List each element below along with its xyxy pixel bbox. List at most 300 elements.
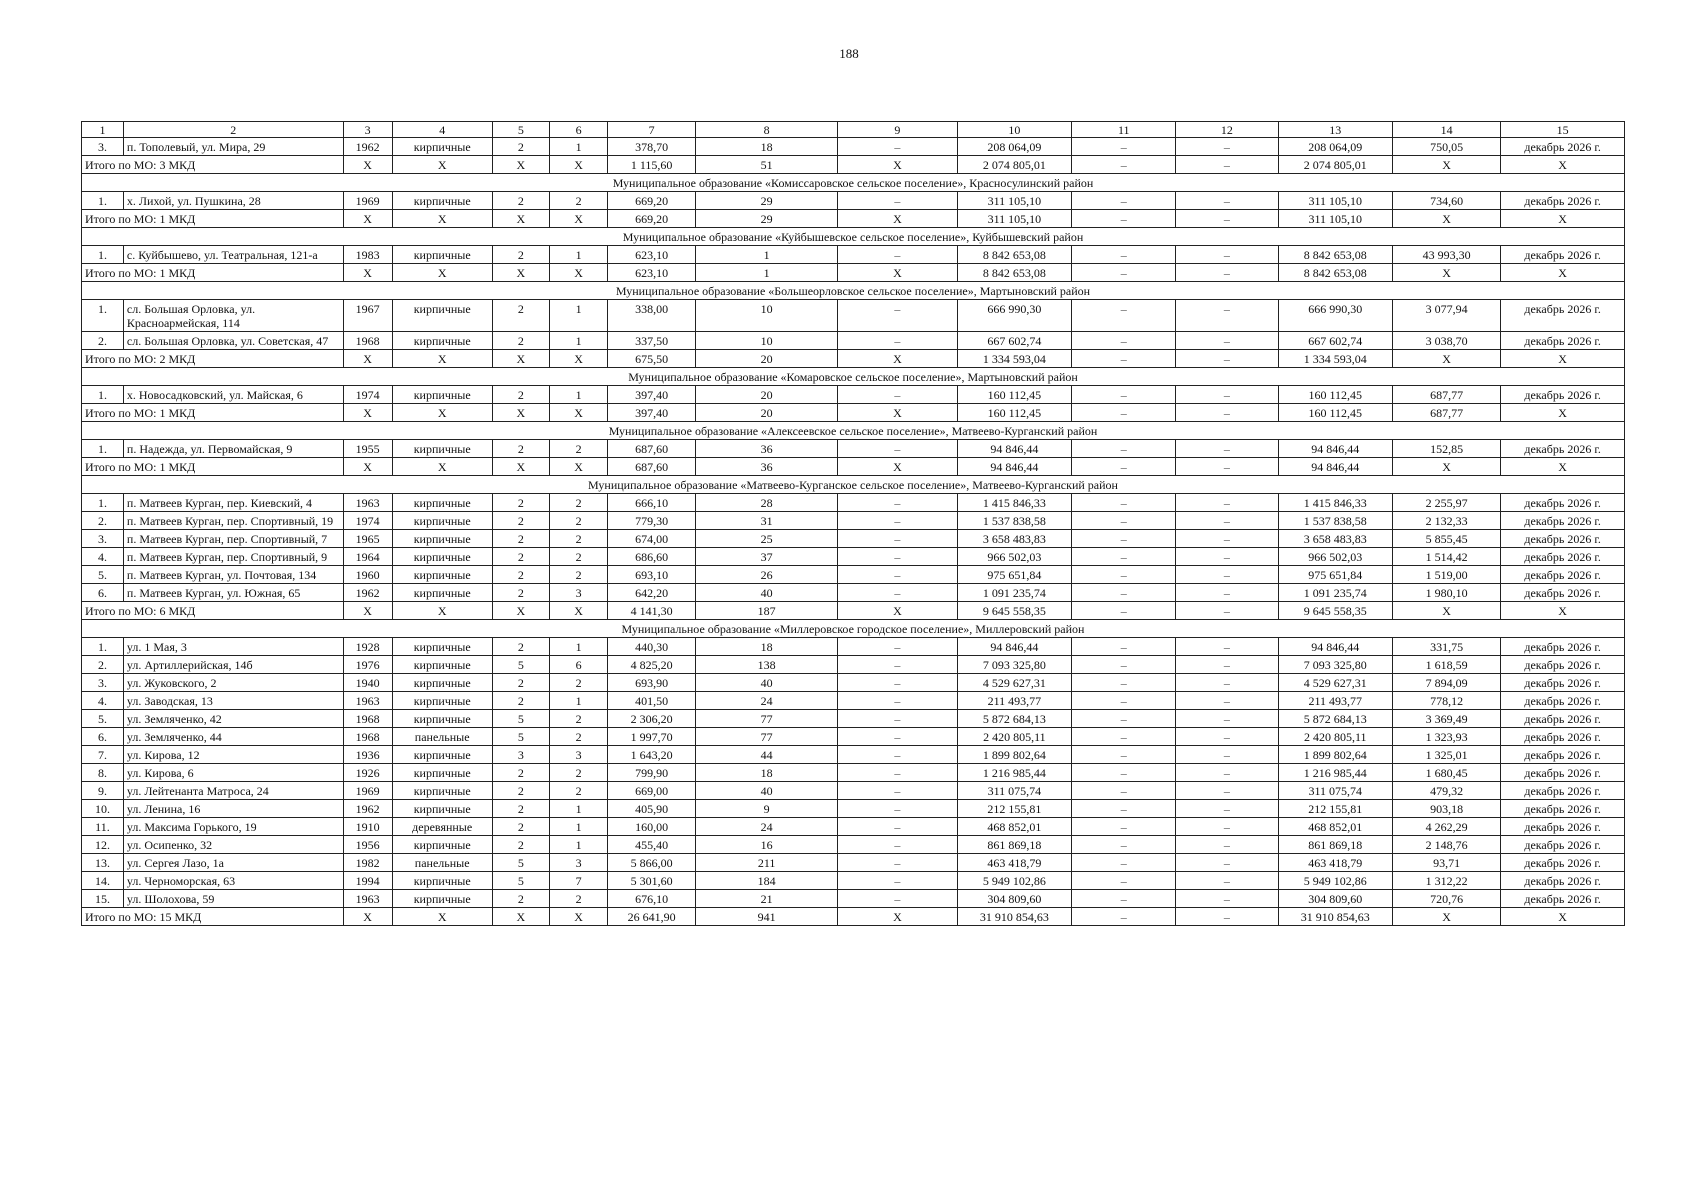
table-cell: кирпичные	[392, 530, 492, 548]
municipality-title: Муниципальное образование «Матвеево-Курганское сельское поселение», Матвеево-Курганский район	[82, 476, 1625, 494]
table-cell: 2	[492, 890, 549, 908]
table-cell: 1936	[343, 746, 392, 764]
table-cell: 5	[492, 710, 549, 728]
table-cell: 1.	[82, 300, 124, 332]
table-cell: –	[838, 192, 958, 210]
table-cell: –	[1072, 386, 1176, 404]
table-cell: 1	[549, 300, 607, 332]
table-cell: 138	[696, 656, 838, 674]
table-cell: 1.	[82, 246, 124, 264]
table-cell: 2	[549, 782, 607, 800]
table-cell: 468 852,01	[957, 818, 1071, 836]
table-cell: –	[838, 728, 958, 746]
total-cell: Х	[492, 156, 549, 174]
column-number-header: 14	[1392, 122, 1500, 138]
total-cell: 941	[696, 908, 838, 926]
table-cell: 2	[549, 440, 607, 458]
table-cell: 4 529 627,31	[957, 674, 1071, 692]
table-cell: 975 651,84	[957, 566, 1071, 584]
municipality-heading-row	[82, 228, 1625, 246]
table-cell: 3	[549, 854, 607, 872]
table-cell: –	[1176, 836, 1278, 854]
table-cell: 1	[549, 692, 607, 710]
table-cell: 94 846,44	[1278, 638, 1392, 656]
table-cell: кирпичные	[392, 566, 492, 584]
table-cell: –	[1176, 782, 1278, 800]
total-cell: 1 115,60	[608, 156, 696, 174]
table-cell: 778,12	[1392, 692, 1500, 710]
table-cell: декабрь 2026 г.	[1501, 782, 1625, 800]
table-cell: 160,00	[608, 818, 696, 836]
table-cell: –	[1176, 584, 1278, 602]
total-cell: Х	[392, 908, 492, 926]
total-cell: Х	[492, 602, 549, 620]
column-number-header: 3	[343, 122, 392, 138]
table-cell: 1 537 838,58	[957, 512, 1071, 530]
total-cell: Х	[838, 156, 958, 174]
total-cell: Х	[1501, 404, 1625, 422]
table-cell: –	[1176, 332, 1278, 350]
total-cell: Х	[343, 264, 392, 282]
table-cell: 11.	[82, 818, 124, 836]
table-cell: –	[1072, 782, 1176, 800]
table-cell: 10	[696, 332, 838, 350]
table-cell: кирпичные	[392, 440, 492, 458]
total-cell: Х	[549, 602, 607, 620]
table-cell: декабрь 2026 г.	[1501, 800, 1625, 818]
table-cell: 687,77	[1392, 386, 1500, 404]
table-cell: 975 651,84	[1278, 566, 1392, 584]
table-cell: –	[1176, 566, 1278, 584]
table-cell: 2	[492, 494, 549, 512]
total-cell: 1	[696, 264, 838, 282]
table-row	[82, 512, 1625, 530]
table-cell: 160 112,45	[1278, 386, 1392, 404]
table-cell: 779,30	[608, 512, 696, 530]
table-cell: 693,10	[608, 566, 696, 584]
table-cell: 5 872 684,13	[957, 710, 1071, 728]
table-cell: 666,10	[608, 494, 696, 512]
table-cell: –	[1072, 854, 1176, 872]
column-number-header: 1	[82, 122, 124, 138]
table-cell: 311 105,10	[1278, 192, 1392, 210]
total-cell: –	[1072, 404, 1176, 422]
table-row	[82, 138, 1625, 156]
table-cell: декабрь 2026 г.	[1501, 192, 1625, 210]
table-cell: –	[1072, 192, 1176, 210]
table-row	[82, 854, 1625, 872]
table-cell: 6.	[82, 584, 124, 602]
total-cell: Х	[838, 350, 958, 368]
table-cell: 623,10	[608, 246, 696, 264]
table-cell: –	[1072, 566, 1176, 584]
table-row	[82, 818, 1625, 836]
total-cell: Х	[549, 210, 607, 228]
table-cell: –	[1176, 440, 1278, 458]
table-cell: –	[838, 746, 958, 764]
table-cell: кирпичные	[392, 192, 492, 210]
table-cell: 211 493,77	[1278, 692, 1392, 710]
table-cell: 1963	[343, 494, 392, 512]
table-cell: –	[1072, 692, 1176, 710]
table-cell: 36	[696, 440, 838, 458]
table-cell: –	[1176, 800, 1278, 818]
table-cell: 693,90	[608, 674, 696, 692]
table-cell: 861 869,18	[957, 836, 1071, 854]
total-cell: Х	[343, 908, 392, 926]
total-cell: 9 645 558,35	[957, 602, 1071, 620]
table-cell: –	[1176, 530, 1278, 548]
table-cell: –	[1072, 494, 1176, 512]
total-cell: Х	[838, 908, 958, 926]
table-cell: –	[1176, 656, 1278, 674]
total-cell: 623,10	[608, 264, 696, 282]
total-cell: 2 074 805,01	[1278, 156, 1392, 174]
table-cell: 14.	[82, 872, 124, 890]
table-cell: кирпичные	[392, 674, 492, 692]
table-cell: –	[838, 854, 958, 872]
table-cell: 401,50	[608, 692, 696, 710]
municipality-title: Муниципальное образование «Комаровское сельское поселение», Мартыновский район	[82, 368, 1625, 386]
total-cell: Х	[492, 350, 549, 368]
address-cell: п. Матвеев Курган, пер. Спортивный, 9	[123, 548, 343, 566]
total-cell: 1 334 593,04	[1278, 350, 1392, 368]
total-cell: 4 141,30	[608, 602, 696, 620]
total-label: Итого по МО: 15 МКД	[82, 908, 344, 926]
table-cell: –	[1176, 746, 1278, 764]
table-cell: 2	[492, 386, 549, 404]
address-cell: ул. 1 Мая, 3	[123, 638, 343, 656]
table-cell: –	[1176, 138, 1278, 156]
table-cell: 1 519,00	[1392, 566, 1500, 584]
total-cell: Х	[343, 602, 392, 620]
table-cell: декабрь 2026 г.	[1501, 512, 1625, 530]
table-row	[82, 332, 1625, 350]
table-cell: декабрь 2026 г.	[1501, 246, 1625, 264]
total-cell: Х	[549, 350, 607, 368]
table-cell: 8 842 653,08	[957, 246, 1071, 264]
table-cell: 1983	[343, 246, 392, 264]
table-cell: –	[1176, 890, 1278, 908]
table-row	[82, 872, 1625, 890]
table-cell: –	[1072, 674, 1176, 692]
table-cell: 667 602,74	[957, 332, 1071, 350]
table-cell: 455,40	[608, 836, 696, 854]
total-cell: –	[1072, 458, 1176, 476]
total-cell: 687,77	[1392, 404, 1500, 422]
total-cell: –	[1072, 908, 1176, 926]
table-cell: 5 866,00	[608, 854, 696, 872]
table-cell: кирпичные	[392, 494, 492, 512]
table-row	[82, 548, 1625, 566]
table-cell: 1963	[343, 890, 392, 908]
total-row	[82, 210, 1625, 228]
table-cell: 1.	[82, 638, 124, 656]
table-cell: 2 132,33	[1392, 512, 1500, 530]
table-cell: декабрь 2026 г.	[1501, 746, 1625, 764]
table-cell: 3 077,94	[1392, 300, 1500, 332]
table-cell: 720,76	[1392, 890, 1500, 908]
table-cell: 2	[492, 300, 549, 332]
table-cell: 1968	[343, 332, 392, 350]
table-cell: 5.	[82, 710, 124, 728]
address-cell: х. Новосадковский, ул. Майская, 6	[123, 386, 343, 404]
table-cell: 8 842 653,08	[1278, 246, 1392, 264]
table-cell: 1969	[343, 192, 392, 210]
table-cell: 2	[549, 674, 607, 692]
table-cell: 94 846,44	[1278, 440, 1392, 458]
table-cell: 211	[696, 854, 838, 872]
municipality-title: Муниципальное образование «Миллеровское городское поселение», Миллеровский район	[82, 620, 1625, 638]
column-number-header: 5	[492, 122, 549, 138]
total-cell: Х	[343, 404, 392, 422]
table-cell: 1964	[343, 548, 392, 566]
table-cell: 152,85	[1392, 440, 1500, 458]
table-row	[82, 300, 1625, 332]
table-cell: кирпичные	[392, 890, 492, 908]
table-cell: 479,32	[1392, 782, 1500, 800]
table-cell: –	[838, 548, 958, 566]
table-cell: 16	[696, 836, 838, 854]
table-cell: декабрь 2026 г.	[1501, 728, 1625, 746]
total-cell: Х	[1392, 908, 1500, 926]
table-cell: 1.	[82, 192, 124, 210]
total-cell: 8 842 653,08	[957, 264, 1071, 282]
table-cell: 93,71	[1392, 854, 1500, 872]
table-cell: 337,50	[608, 332, 696, 350]
table-cell: 687,60	[608, 440, 696, 458]
table-cell: 3.	[82, 674, 124, 692]
table-cell: –	[838, 246, 958, 264]
table-cell: декабрь 2026 г.	[1501, 530, 1625, 548]
table-cell: –	[1176, 728, 1278, 746]
table-row	[82, 890, 1625, 908]
address-cell: п. Матвеев Курган, ул. Южная, 65	[123, 584, 343, 602]
table-cell: 6	[549, 656, 607, 674]
table-cell: 311 075,74	[1278, 782, 1392, 800]
table-cell: кирпичные	[392, 836, 492, 854]
table-cell: 3	[492, 746, 549, 764]
total-cell: Х	[549, 908, 607, 926]
column-number-header: 6	[549, 122, 607, 138]
table-cell: 24	[696, 818, 838, 836]
table-cell: 8.	[82, 764, 124, 782]
column-number-header: 8	[696, 122, 838, 138]
address-cell: х. Лихой, ул. Пушкина, 28	[123, 192, 343, 210]
table-cell: 1	[549, 836, 607, 854]
total-cell: Х	[1392, 350, 1500, 368]
address-cell: п. Надежда, ул. Первомайская, 9	[123, 440, 343, 458]
table-cell: декабрь 2026 г.	[1501, 440, 1625, 458]
table-cell: 1 899 802,64	[957, 746, 1071, 764]
table-cell: 5.	[82, 566, 124, 584]
table-cell: 440,30	[608, 638, 696, 656]
table-cell: 2 148,76	[1392, 836, 1500, 854]
table-cell: 1	[549, 818, 607, 836]
column-number-header: 13	[1278, 122, 1392, 138]
table-cell: 43 993,30	[1392, 246, 1500, 264]
table-cell: 3.	[82, 138, 124, 156]
total-cell: 20	[696, 404, 838, 422]
table-cell: кирпичные	[392, 548, 492, 566]
total-cell: 51	[696, 156, 838, 174]
table-cell: 674,00	[608, 530, 696, 548]
total-cell: –	[1176, 350, 1278, 368]
column-number-header: 4	[392, 122, 492, 138]
table-cell: –	[1176, 548, 1278, 566]
table-cell: –	[1072, 584, 1176, 602]
table-cell: –	[1176, 710, 1278, 728]
table-cell: 160 112,45	[957, 386, 1071, 404]
table-cell: –	[1176, 638, 1278, 656]
table-cell: –	[1072, 728, 1176, 746]
table-cell: кирпичные	[392, 584, 492, 602]
table-cell: –	[1072, 764, 1176, 782]
address-cell: ул. Лейтенанта Матроса, 24	[123, 782, 343, 800]
address-cell: ул. Черноморская, 63	[123, 872, 343, 890]
table-cell: 2 306,20	[608, 710, 696, 728]
table-cell: декабрь 2026 г.	[1501, 764, 1625, 782]
table-cell: декабрь 2026 г.	[1501, 836, 1625, 854]
table-cell: 212 155,81	[1278, 800, 1392, 818]
total-cell: 675,50	[608, 350, 696, 368]
total-row	[82, 264, 1625, 282]
total-cell: Х	[1501, 458, 1625, 476]
table-cell: 26	[696, 566, 838, 584]
table-cell: 304 809,60	[1278, 890, 1392, 908]
total-cell: Х	[492, 404, 549, 422]
table-cell: 40	[696, 584, 838, 602]
total-cell: Х	[1501, 156, 1625, 174]
municipality-title: Муниципальное образование «Куйбышевское сельское поселение», Куйбышевский район	[82, 228, 1625, 246]
table-cell: 4 825,20	[608, 656, 696, 674]
total-cell: 31 910 854,63	[1278, 908, 1392, 926]
table-cell: –	[1176, 854, 1278, 872]
total-cell: Х	[492, 458, 549, 476]
table-row	[82, 530, 1625, 548]
table-cell: –	[838, 138, 958, 156]
table-cell: 1976	[343, 656, 392, 674]
total-cell: Х	[549, 458, 607, 476]
total-label: Итого по МО: 1 МКД	[82, 458, 344, 476]
table-cell: 2	[549, 566, 607, 584]
table-cell: 5	[492, 728, 549, 746]
table-cell: –	[1176, 818, 1278, 836]
address-cell: ул. Осипенко, 32	[123, 836, 343, 854]
table-cell: –	[838, 386, 958, 404]
table-cell: 1926	[343, 764, 392, 782]
table-cell: 21	[696, 890, 838, 908]
table-cell: 4.	[82, 548, 124, 566]
table-cell: 77	[696, 728, 838, 746]
table-cell: –	[838, 818, 958, 836]
total-cell: Х	[549, 404, 607, 422]
table-cell: 311 105,10	[957, 192, 1071, 210]
total-cell: Х	[1392, 458, 1500, 476]
table-cell: 1.	[82, 494, 124, 512]
table-cell: –	[838, 890, 958, 908]
table-cell: –	[1072, 512, 1176, 530]
table-cell: –	[1072, 246, 1176, 264]
total-cell: –	[1072, 350, 1176, 368]
total-row	[82, 404, 1625, 422]
total-cell: Х	[838, 602, 958, 620]
total-cell: Х	[392, 210, 492, 228]
table-cell: кирпичные	[392, 782, 492, 800]
total-cell: –	[1072, 210, 1176, 228]
table-cell: кирпичные	[392, 656, 492, 674]
table-cell: 211 493,77	[957, 692, 1071, 710]
table-cell: 1962	[343, 800, 392, 818]
table-cell: 31	[696, 512, 838, 530]
address-cell: ул. Заводская, 13	[123, 692, 343, 710]
total-cell: –	[1072, 264, 1176, 282]
table-cell: 1 216 985,44	[1278, 764, 1392, 782]
table-cell: 5 949 102,86	[957, 872, 1071, 890]
table-cell: –	[838, 692, 958, 710]
table-cell: 44	[696, 746, 838, 764]
table-cell: –	[1072, 332, 1176, 350]
total-label: Итого по МО: 3 МКД	[82, 156, 344, 174]
table-cell: 338,00	[608, 300, 696, 332]
total-cell: Х	[392, 156, 492, 174]
table-cell: 3 658 483,83	[957, 530, 1071, 548]
table-cell: 212 155,81	[957, 800, 1071, 818]
table-cell: 378,70	[608, 138, 696, 156]
table-cell: 1 537 838,58	[1278, 512, 1392, 530]
total-cell: Х	[838, 458, 958, 476]
total-cell: Х	[492, 210, 549, 228]
table-cell: 405,90	[608, 800, 696, 818]
municipality-title: Муниципальное образование «Большеорловское сельское поселение», Мартыновский район	[82, 282, 1625, 300]
table-cell: 6.	[82, 728, 124, 746]
address-cell: сл. Большая Орловка, ул. Советская, 47	[123, 332, 343, 350]
table-cell: –	[838, 440, 958, 458]
table-cell: кирпичные	[392, 332, 492, 350]
municipality-heading-row	[82, 620, 1625, 638]
table-cell: декабрь 2026 г.	[1501, 494, 1625, 512]
address-cell: ул. Кирова, 6	[123, 764, 343, 782]
table-cell: 1	[549, 800, 607, 818]
column-number-header: 12	[1176, 122, 1278, 138]
total-cell: –	[1176, 404, 1278, 422]
housing-registry-table	[81, 121, 1625, 926]
table-cell: 2.	[82, 332, 124, 350]
table-cell: 2 420 805,11	[957, 728, 1071, 746]
table-cell: 1 980,10	[1392, 584, 1500, 602]
table-cell: 1 091 235,74	[957, 584, 1071, 602]
total-cell: Х	[1501, 350, 1625, 368]
table-cell: 1962	[343, 138, 392, 156]
total-cell: 687,60	[608, 458, 696, 476]
table-cell: 94 846,44	[957, 440, 1071, 458]
table-cell: 40	[696, 674, 838, 692]
table-cell: –	[1176, 494, 1278, 512]
table-cell: 1910	[343, 818, 392, 836]
municipality-heading-row	[82, 422, 1625, 440]
table-cell: –	[838, 710, 958, 728]
table-cell: 3	[549, 746, 607, 764]
address-cell: ул. Максима Горького, 19	[123, 818, 343, 836]
total-cell: 187	[696, 602, 838, 620]
table-cell: 966 502,03	[957, 548, 1071, 566]
table-cell: декабрь 2026 г.	[1501, 138, 1625, 156]
table-cell: 3	[549, 584, 607, 602]
table-row	[82, 728, 1625, 746]
total-label: Итого по МО: 6 МКД	[82, 602, 344, 620]
table-cell: 1956	[343, 836, 392, 854]
total-row	[82, 458, 1625, 476]
